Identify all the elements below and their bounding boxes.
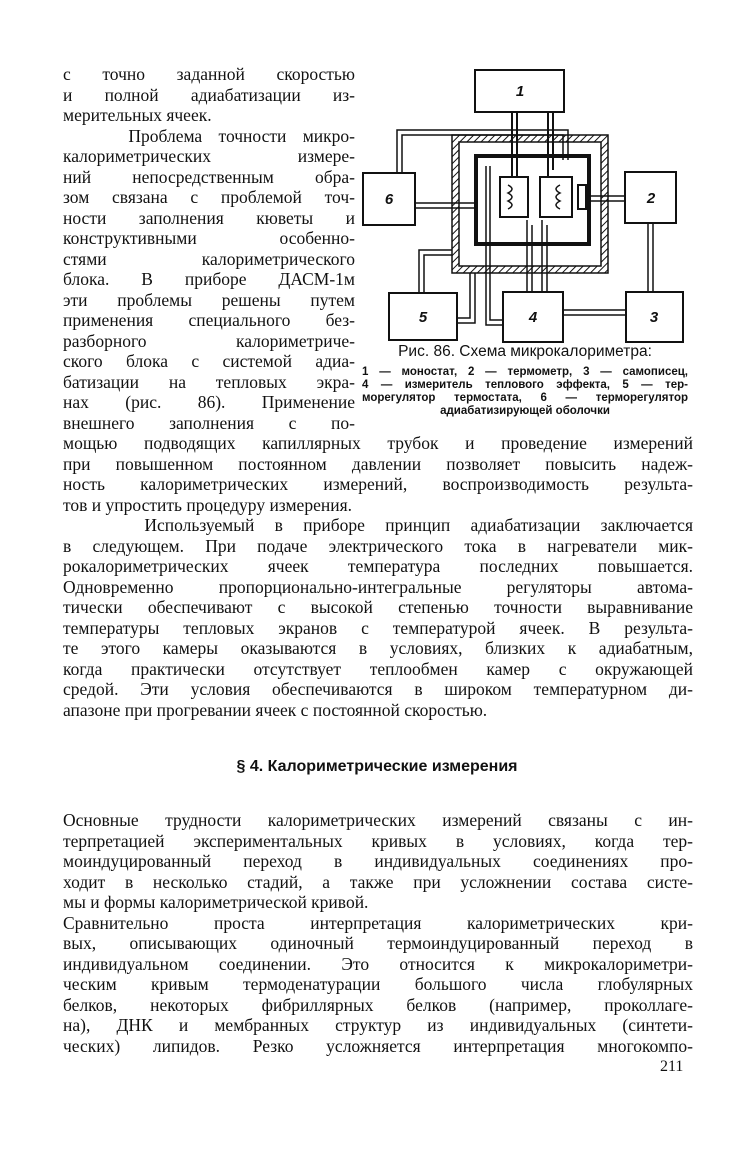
text-line: стями калориметрического <box>63 248 355 269</box>
text-line: конструктивными особенно- <box>63 228 355 248</box>
text-line: белков, некоторых фибриллярных белков (например, проколлаге- <box>63 994 693 1015</box>
text-line: терпретацией экспериментальных кривых в условиях, когда тер- <box>63 830 693 851</box>
text-line: вых, описывающих одиночный термоиндуцированный переход в <box>63 933 693 953</box>
text-line: ходит в несколько стадий, а также при усложнении состава систе- <box>63 871 693 892</box>
text-line: калориметрических измере- <box>63 146 355 166</box>
figure-caption-line: морегулятор термостата, 6 — терморегулятор <box>362 392 688 404</box>
text-line: индивидуальном соединении. Это относится к микрокалориметри- <box>63 953 693 974</box>
text-line: рокалориметрических ячеек температура последних повышается. <box>63 556 693 576</box>
text-line: применения специального без- <box>63 310 355 330</box>
text-line: ний непосредственным обра- <box>63 166 355 187</box>
text-line: моиндуцированный переход в индивидуальных соединениях про- <box>63 851 693 871</box>
label-1: 1 <box>515 83 525 100</box>
text-line: ского блока с системой адиа- <box>63 351 355 371</box>
text-line: тов и упростить процедуру измерения. <box>63 494 352 515</box>
text-line: Основные трудности калориметрических измерений связаны с ин- <box>63 810 693 830</box>
text-line: Одновременно пропорционально-интегральные регуляторы автома- <box>63 576 693 597</box>
text-line: те этого камеры оказываются в условиях, близких к адиабатным, <box>63 638 693 658</box>
text-line: средой. Эти условия обеспечиваются в широком температурном ди- <box>63 679 693 699</box>
text-line: при повышенном постоянном давлении позволяет повысить надеж- <box>63 453 693 474</box>
text-line: мерительных ячеек. <box>63 105 212 125</box>
text-line: нах (рис. 86). Применение <box>63 392 355 412</box>
figure-caption-title: Рис. 86. Схема микрокалориметра: <box>398 343 652 360</box>
label-2: 2 <box>646 190 656 207</box>
figure-caption-line: 1 — моностат, 2 — термометр, 3 — самописец, <box>362 366 688 378</box>
text-line: ности заполнения кюветы и <box>63 207 355 228</box>
label-4: 4 <box>528 309 538 326</box>
text-line: апазоне при прогревании ячеек с постоянной скоростью. <box>63 699 488 720</box>
text-line: с точно заданной скоростью <box>63 64 355 84</box>
text-line: и полной адиабатизации из- <box>63 84 355 105</box>
text-line: ность калориметрических измерений, воспроизводимость результа- <box>63 474 693 494</box>
text-line: Проблема точности микро- <box>63 125 355 146</box>
text-line: ческим кривым термоденатурации большого числа глобулярных <box>63 974 693 994</box>
text-line: блока. В приборе ДАСМ-1м <box>63 269 355 289</box>
text-line: мы и формы калориметрической кривой. <box>63 892 369 912</box>
page-number: 211 <box>660 1058 684 1075</box>
text-line: разборного калориметриче- <box>63 330 355 351</box>
text-line: на), ДНК и мембранных структур из индивидуальных (синтети- <box>63 1015 693 1035</box>
text-line: ческих) липидов. Резко усложняется интерпретация многокомпо- <box>63 1035 693 1056</box>
text-line: мощью подводящих капиллярных трубок и проведение измерений <box>63 433 693 453</box>
label-6: 6 <box>384 191 394 208</box>
text-line: эти проблемы решены путем <box>63 289 355 310</box>
text-line: в следующем. При подаче электрического тока в нагреватели мик- <box>63 535 693 556</box>
section-heading: § 4. Калориметрические измерения <box>236 758 518 775</box>
text-line: внешнего заполнения с по- <box>63 412 355 433</box>
text-line: зом связана с проблемой точ- <box>63 187 355 207</box>
text-line: когда практически отсутствует теплообмен камер с окружающей <box>63 658 693 679</box>
text-line: тически обеспечивают с высокой степенью точности выравнивание <box>63 597 693 617</box>
label-5: 5 <box>418 309 428 326</box>
text-line: Сравнительно проста интерпретация калориметрических кри- <box>63 912 693 933</box>
text-line: Используемый в приборе принцип адиабатизации заключается <box>63 515 693 535</box>
text-line: батизации на тепловых экра- <box>63 371 355 392</box>
figure-caption-line: адиабатизирующей оболочки <box>440 405 610 417</box>
text-line: температуры тепловых экранов с температурой ячеек. В результа- <box>63 617 693 638</box>
label-3: 3 <box>649 309 659 326</box>
figure-caption-line: 4 — измеритель теплового эффекта, 5 — тер- <box>362 379 688 391</box>
